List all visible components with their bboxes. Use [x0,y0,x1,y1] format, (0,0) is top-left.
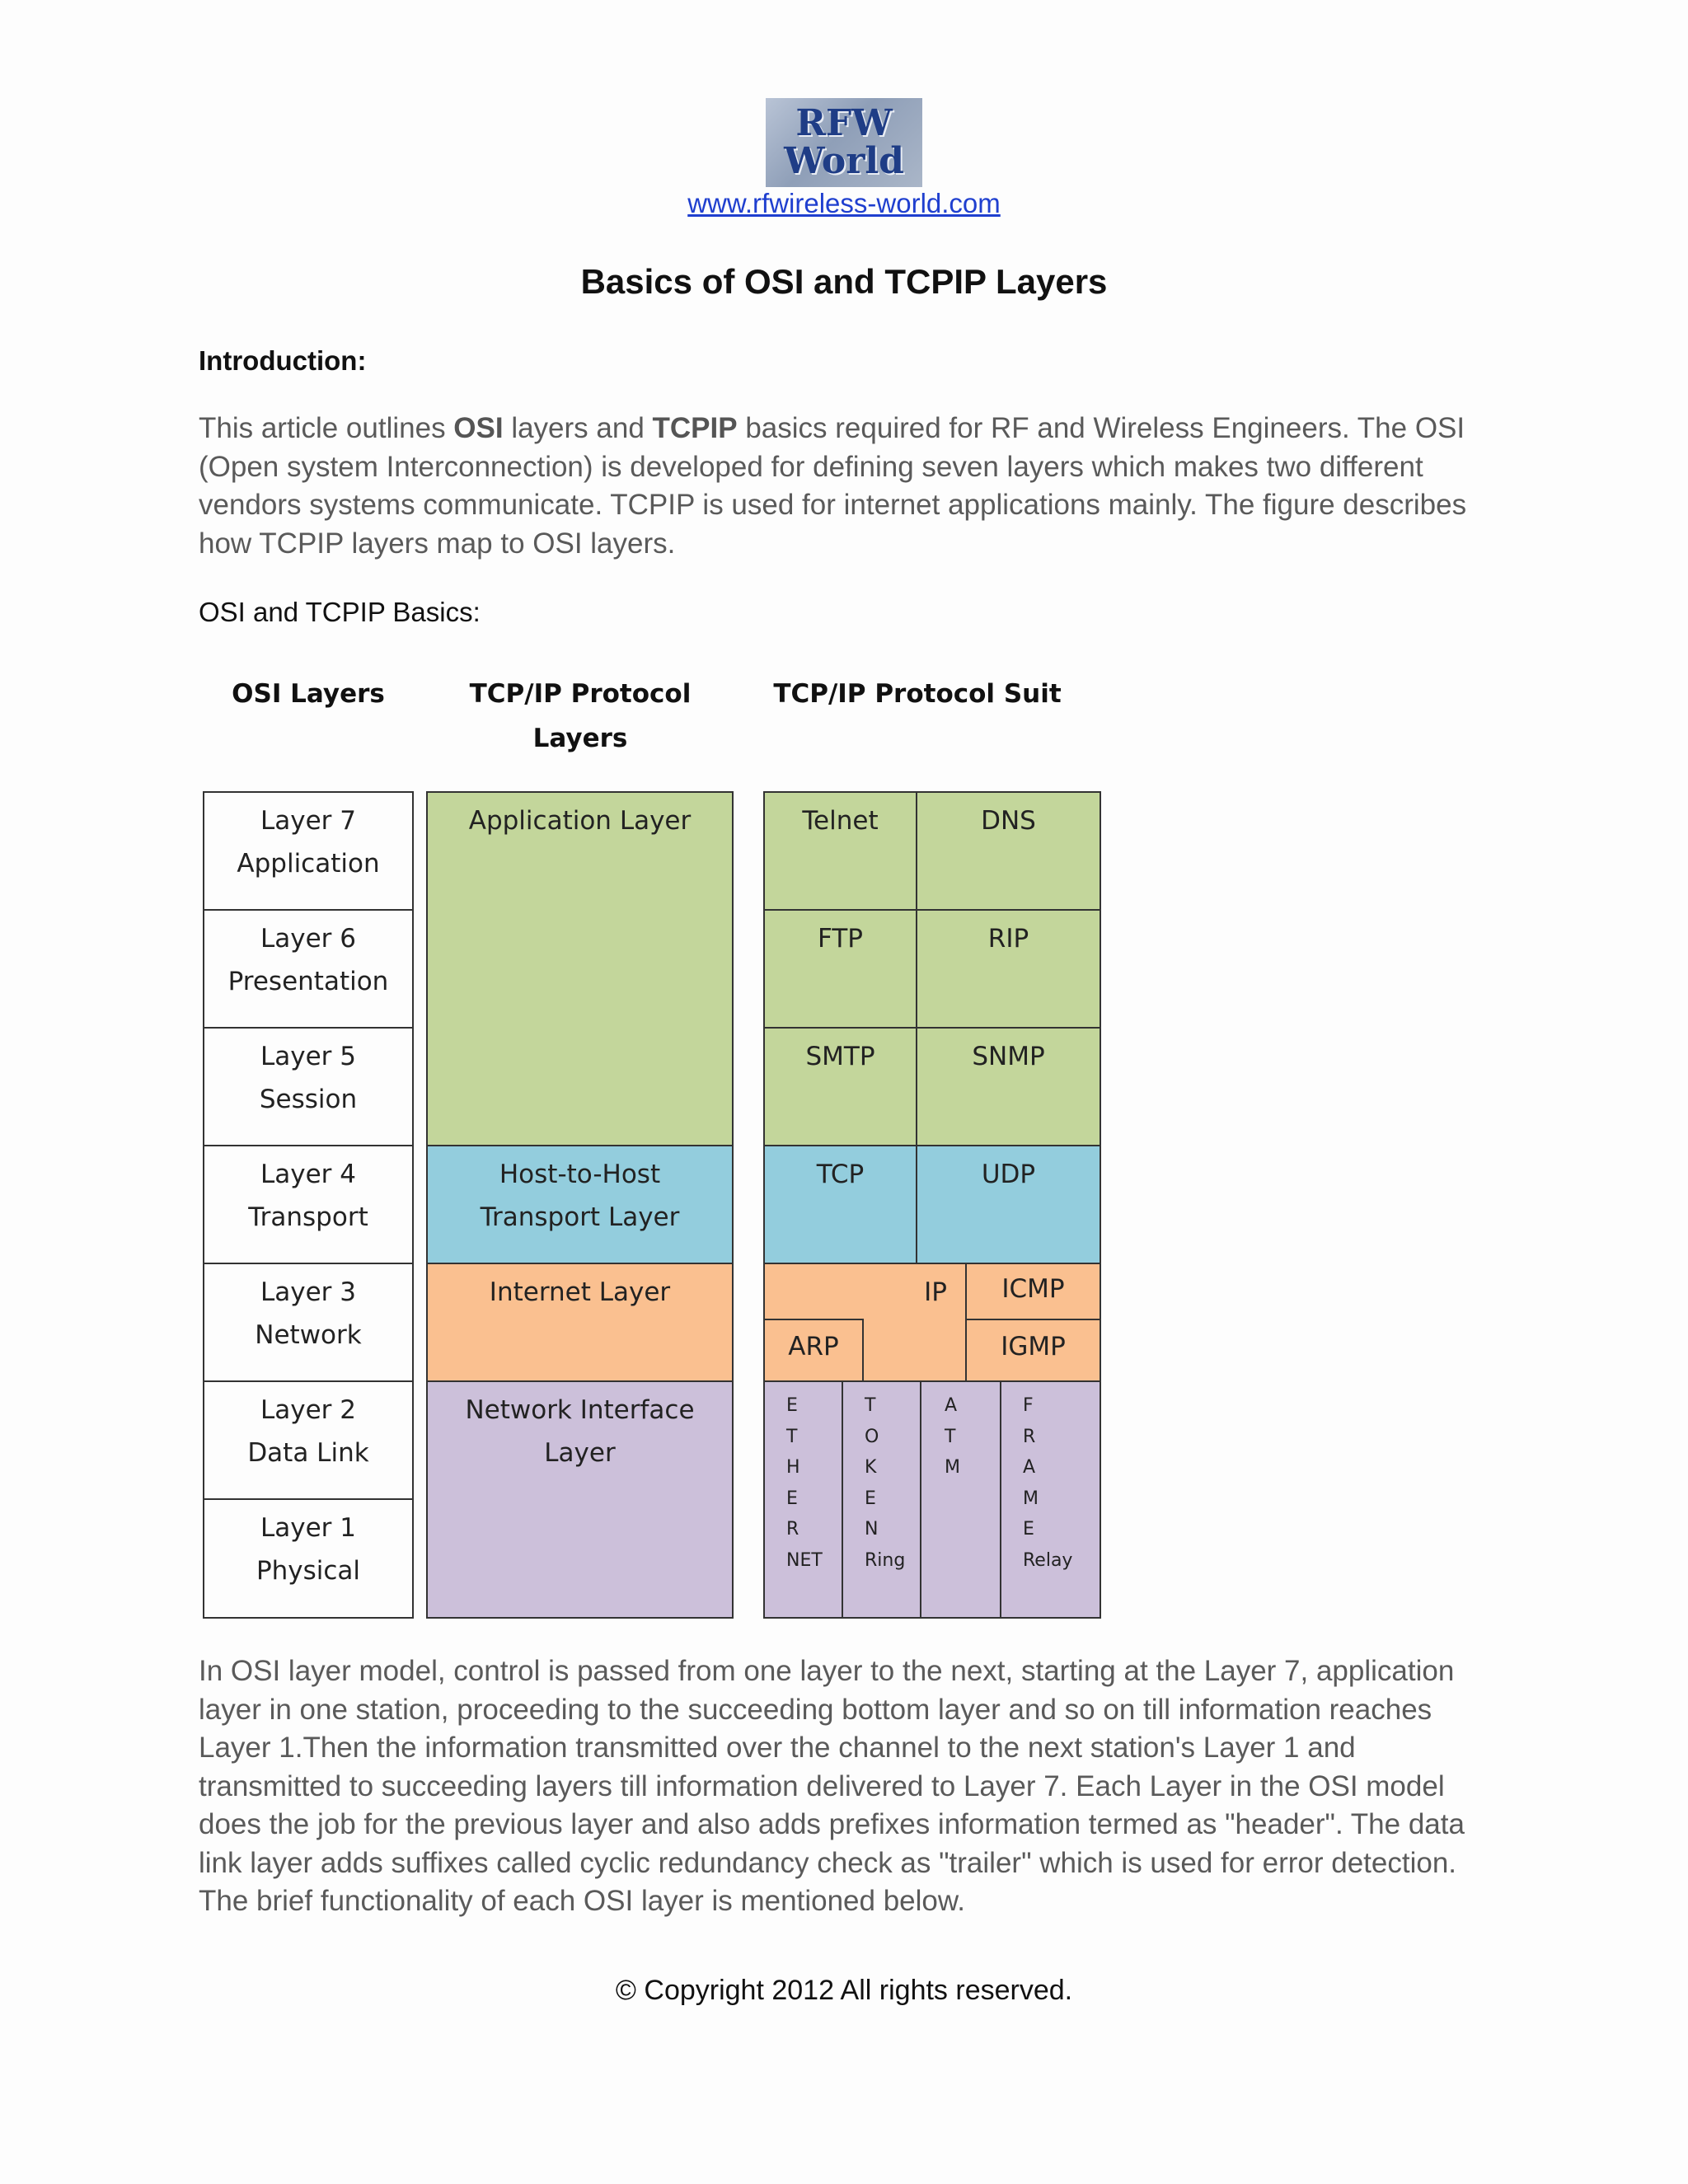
logo-line-2: World [784,140,904,182]
copyright-footer: © Copyright 2012 All rights reserved. [615,1975,1073,2006]
protocol-ethernet: E T H E R NET [763,1380,843,1619]
protocol-igmp: IGMP [965,1319,1101,1382]
protocol-snmp: SNMP [916,1027,1101,1146]
intro-paragraph: This article outlines OSI layers and TCPIP basics required for RF and Wireless Engineers. The OSI (Open system Interconnection) is developed for defining seven layers which makes two different vendors systems communicate. TCPIP is used for internet applications mainly. The figure describes how TCPIP layers map to OSI layers. [199,412,1467,560]
osi-layer-2: Layer 2 Data Link [203,1380,414,1500]
tcpip-layers-column-header: TCP/IP Protocol Layers [469,679,692,753]
protocol-telnet: Telnet [763,791,917,911]
protocol-smtp: SMTP [763,1027,917,1146]
protocol-udp: UDP [916,1145,1101,1264]
osi-column-header: OSI Layers [232,679,385,709]
protocol-tcp: TCP [763,1145,917,1264]
osi-model-paragraph: In OSI layer model, control is passed from one layer to the next, starting at the Layer 7, application layer in one station, proceeding to the succeeding bottom layer and so on till information reaches Layer 1.Then the information transmitted over the channel to the next station's Layer 1 and transmitted to succeeding layers till information delivered to Layer 7. Each Layer in the OSI model does the job for the previous layer and also adds prefixes information termed as "header". The data link layer adds suffixes called cyclic redundancy check as "trailer" which is used for error detection. The brief functionality of each OSI layer is mentioned below. [199,1655,1465,1917]
osi-layer-6: Layer 6 Presentation [203,909,414,1029]
protocol-icmp: ICMP [965,1263,1101,1320]
suite-column-header: TCP/IP Protocol Suit [773,679,1062,709]
osi-layer-7: Layer 7 Application [203,791,414,911]
basics-heading: OSI and TCPIP Basics: [199,597,481,627]
protocol-atm: A T M [920,1380,1001,1619]
tcpip-transport-layer: Host-to-Host Transport Layer [426,1145,734,1264]
tcpip-internet-layer: Internet Layer [426,1263,734,1382]
tcpip-bold: TCPIP [652,412,738,444]
protocol-frame-relay: F R A M E Relay [1000,1380,1101,1619]
protocol-ip: IP [763,1263,967,1382]
intro-heading: Introduction: [199,345,367,376]
protocol-arp: ARP [763,1319,864,1382]
protocol-token-ring: T O K E N Ring [842,1380,921,1619]
site-link[interactable]: www.rfwireless-world.com [687,188,1001,218]
protocol-ftp: FTP [763,909,917,1029]
osi-layer-5: Layer 5 Session [203,1027,414,1146]
protocol-dns: DNS [916,791,1101,911]
page-title: Basics of OSI and TCPIP Layers [580,262,1108,301]
tcpip-network-interface-layer: Network Interface Layer [426,1380,734,1619]
tcpip-application-layer: Application Layer [426,791,734,1146]
osi-bold: OSI [453,412,504,444]
osi-layer-4: Layer 4 Transport [203,1145,414,1264]
osi-layer-1: Layer 1 Physical [203,1498,414,1619]
logo-line-1: RFW [795,102,893,144]
protocol-rip: RIP [916,909,1101,1029]
osi-layer-3: Layer 3 Network [203,1263,414,1382]
